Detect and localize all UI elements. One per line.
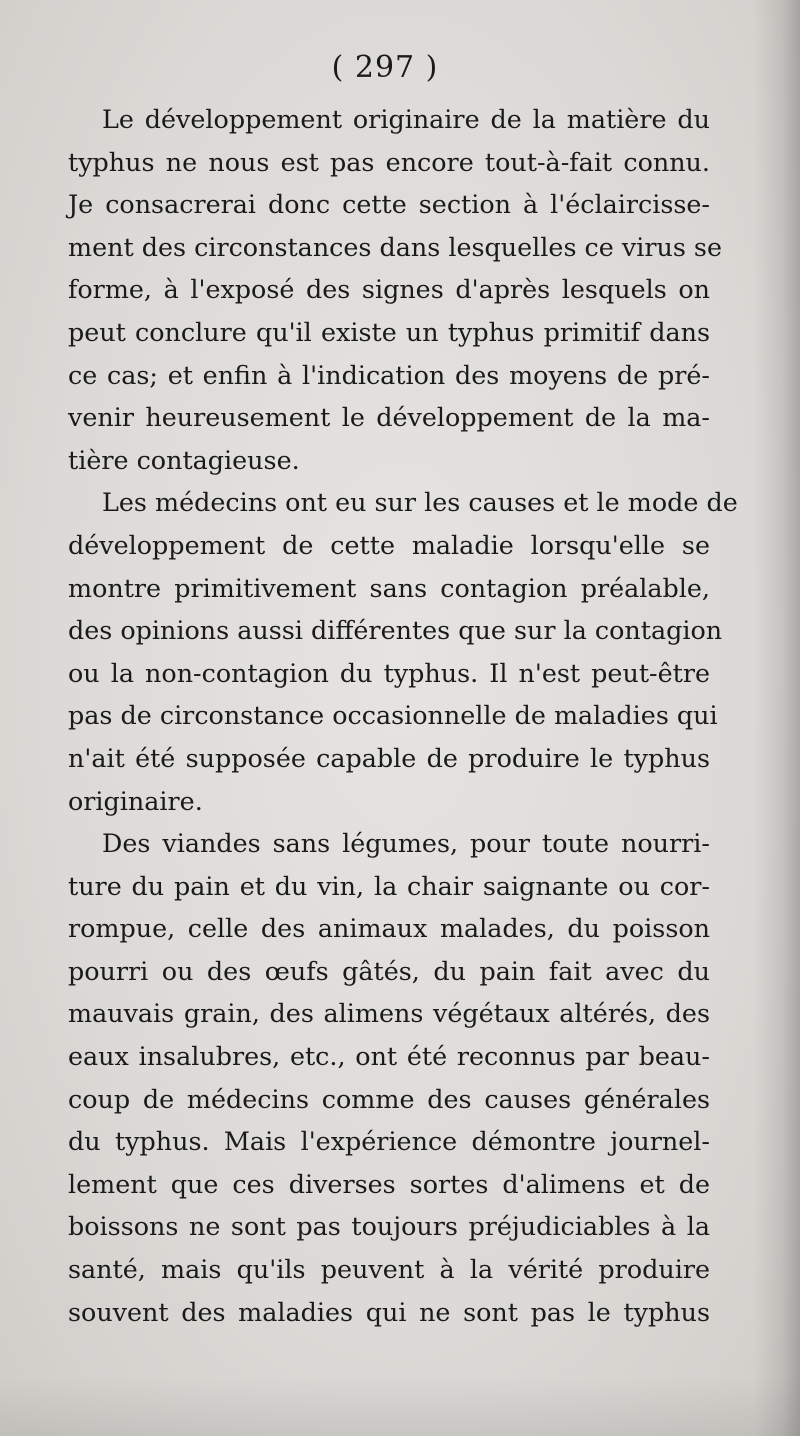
text-line: eaux insalubres, etc., ont été reconnus par beau- (68, 1041, 710, 1072)
text-line: venir heureusement le développement de la ma- (68, 402, 710, 433)
text-line: du typhus. Mais l'expérience démontre journel- (68, 1126, 710, 1157)
text-line: santé, mais qu'ils peuvent à la vérité produire (68, 1254, 710, 1285)
text-line: montre primitivement sans contagion préalable, (68, 572, 710, 603)
page-shadow-right (754, 0, 800, 1436)
text-line: ce cas; et enfin à l'indication des moyens de pré- (68, 359, 710, 390)
text-line: ou la non-contagion du typhus. Il n'est peut-être (68, 657, 710, 688)
paragraph-3 (68, 822, 710, 1333)
page-number: ( 297 ) (331, 50, 439, 85)
text-line: typhus ne nous est pas encore tout-à-fait connu. (68, 146, 710, 177)
page-shadow-bottom (0, 1376, 800, 1436)
text-line: n'ait été supposée capable de produire le typhus (68, 742, 710, 773)
text-line: pas de circonstance occasionnelle de maladies qui (68, 700, 718, 731)
text-line: lement que ces diverses sortes d'alimens et de (68, 1168, 710, 1199)
text-line: originaire. (68, 785, 203, 816)
text-line: souvent des maladies qui ne sont pas le typhus (68, 1296, 710, 1327)
text-line: Des viandes sans légumes, pour toute nourri- (102, 828, 710, 859)
text-line: ment des circonstances dans lesquelles ce virus se (68, 231, 722, 262)
paragraph-2 (68, 481, 738, 822)
text-line: boissons ne sont pas toujours préjudiciables à la (68, 1211, 710, 1242)
text-line: peut conclure qu'il existe un typhus primitif dans (68, 316, 710, 347)
text-line: forme, à l'exposé des signes d'après lesquels on (68, 274, 710, 305)
text-line: coup de médecins comme des causes générales (68, 1083, 710, 1114)
text-line: Les médecins ont eu sur les causes et le mode de (102, 487, 738, 518)
text-line: Je consacrerai donc cette section à l'éclaircisse- (68, 189, 710, 220)
text-line: pourri ou des œufs gâtés, du pain fait avec du (68, 955, 710, 986)
text-line: tière contagieuse. (68, 444, 300, 475)
text-line: Le développement originaire de la matière du (102, 104, 710, 134)
text-line: des opinions aussi différentes que sur la contagion (68, 615, 723, 646)
text-line: ture du pain et du vin, la chair saignante ou cor- (68, 870, 710, 901)
text-line: développement de cette maladie lorsqu'elle se (68, 529, 710, 560)
text-line: rompue, celle des animaux malades, du poisson (68, 913, 710, 944)
body-text (68, 98, 738, 1333)
paragraph-1 (68, 98, 722, 481)
text-line: mauvais grain, des alimens végétaux altérés, des (68, 998, 710, 1029)
